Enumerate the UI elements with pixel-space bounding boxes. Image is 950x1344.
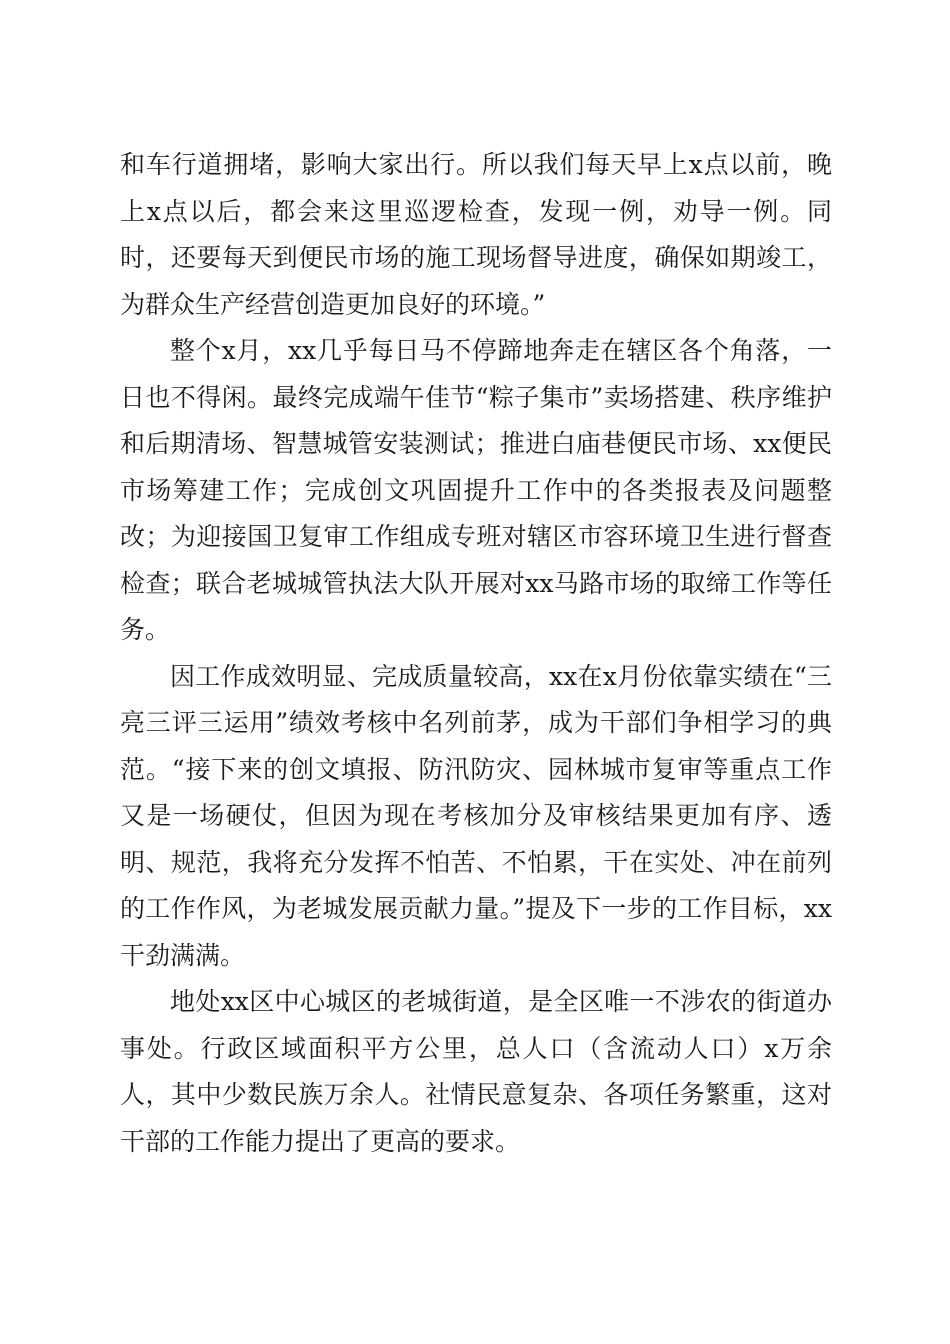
- paragraph-1: 和车行道拥堵，影响大家出行。所以我们每天早上x点以前，晚上x点以后，都会来这里巡逻检查，发现一例，劝导一例。同时，还要每天到便民市场的施工现场督导进度，确保如期竣工，为群众生产经营创造更加良好的环境。”: [120, 150, 832, 319]
- paragraph-3: 因工作成效明显、完成质量较高，xx在x月份依靠实绩在“三亮三评三运用”绩效考核中名列前茅，成为干部们争相学习的典范。“接下来的创文填报、防汛防灾、园林城市复审等重点工作又是一场硬仗，但因为现在考核加分及审核结果更加有序、透明、规范，我将充分发挥不怕苦、不怕累，干在实处、冲在前列的工作作风，为老城发展贡献力量。”提及下一步的工作目标，xx干劲满满。: [120, 661, 832, 970]
- document-body: [120, 142, 832, 1165]
- paragraph-2: 整个x月，xx几乎每日马不停蹄地奔走在辖区各个角落，一日也不得闲。最终完成端午佳节“粽子集市”卖场搭建、秩序维护和后期清场、智慧城管安装测试；推进白庙巷便民市场、xx便民市场筹建工作；完成创文巩固提升工作中的各类报表及问题整改；为迎接国卫复审工作组成专班对辖区市容环境卫生进行督查检查；联合老城城管执法大队开展对xx马路市场的取缔工作等任务。: [120, 336, 832, 644]
- paragraph-4: 地处xx区中心城区的老城街道，是全区唯一不涉农的街道办事处。行政区域面积平方公里，总人口（含流动人口）x万余人，其中少数民族万余人。社情民意复杂、各项任务繁重，这对干部的工作能力提出了更高的要求。: [120, 987, 832, 1156]
